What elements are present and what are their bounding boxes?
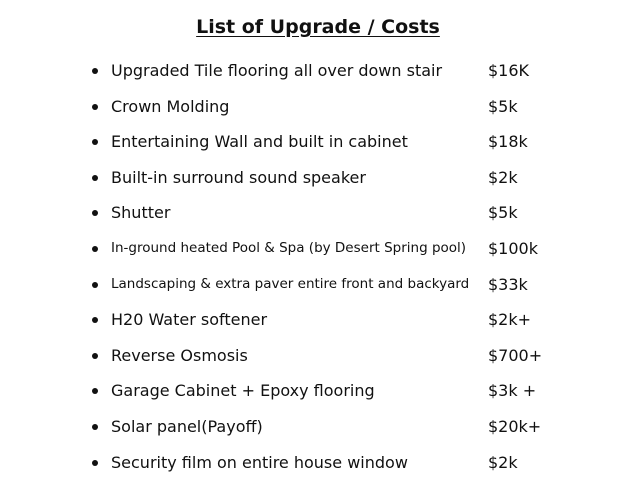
bullet-icon (92, 210, 98, 216)
upgrade-cost-list (0, 53, 640, 480)
list-item (0, 53, 640, 89)
upgrade-label: Shutter (111, 203, 171, 223)
upgrade-cost: $2k (488, 167, 518, 187)
upgrade-cost: $5k (488, 203, 518, 223)
upgrade-label: Entertaining Wall and built in cabinet (111, 132, 408, 152)
document-title: List of Upgrade / Costs (196, 16, 440, 38)
list-item (0, 445, 640, 480)
list-item (0, 89, 640, 125)
list-item (0, 160, 640, 196)
list-item (0, 231, 640, 267)
upgrade-label: Solar panel(Payoff) (111, 416, 263, 436)
list-item (0, 409, 640, 445)
upgrade-label: Crown Molding (111, 96, 230, 116)
bullet-icon (92, 139, 98, 145)
upgrade-label: H20 Water softener (111, 310, 268, 330)
upgrade-cost: $16K (488, 61, 530, 80)
upgrade-label: Built-in surround sound speaker (111, 167, 366, 187)
upgrade-label: In-ground heated Pool & Spa (by Desert Spring pool) (111, 239, 467, 256)
upgrade-label: Garage Cabinet + Epoxy flooring (111, 381, 375, 401)
bullet-icon (92, 460, 98, 466)
bullet-icon (92, 388, 98, 394)
bullet-icon (92, 282, 98, 288)
upgrade-cost: $2k+ (488, 310, 532, 330)
list-item (0, 195, 640, 231)
upgrade-label: Upgraded Tile flooring all over down stair (111, 61, 443, 80)
upgrade-label: Landscaping & extra paver entire front and backyard (111, 275, 470, 292)
upgrade-cost: $5k (488, 96, 518, 116)
bullet-icon (92, 424, 98, 430)
list-item (0, 302, 640, 338)
list-item (0, 267, 640, 303)
bullet-icon (92, 175, 98, 181)
upgrade-cost: $20k+ (488, 416, 542, 436)
bullet-icon (92, 104, 98, 110)
upgrade-cost: $3k + (488, 381, 537, 401)
upgrade-cost: $100k (488, 238, 538, 258)
upgrade-label: Security film on entire house window (111, 452, 408, 472)
bullet-icon (92, 246, 98, 252)
bullet-icon (92, 353, 98, 359)
bullet-icon (92, 317, 98, 323)
upgrade-cost: $33k (488, 274, 528, 294)
list-item (0, 124, 640, 160)
upgrade-cost: $700+ (488, 345, 543, 365)
bullet-icon (92, 68, 98, 74)
upgrade-cost: $2k (488, 452, 518, 472)
list-item (0, 373, 640, 409)
upgrade-cost: $18k (488, 132, 528, 152)
upgrade-label: Reverse Osmosis (111, 345, 248, 365)
list-item (0, 338, 640, 374)
